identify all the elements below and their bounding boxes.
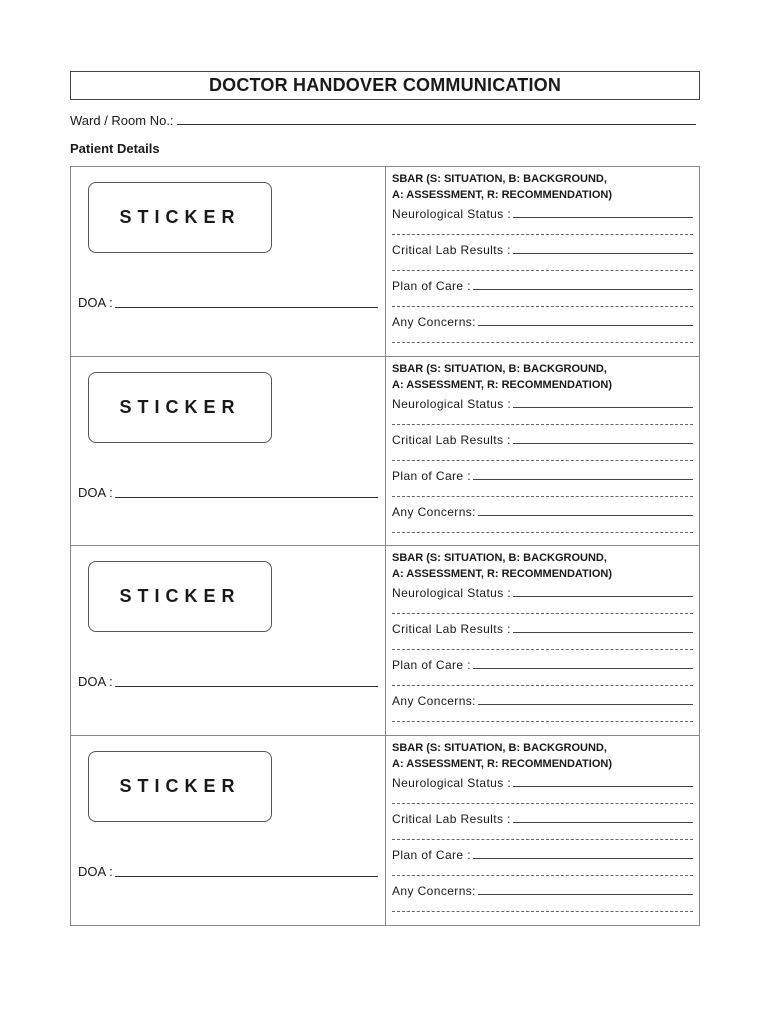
- sbar-heading-line1: SBAR (S: SITUATION, B: BACKGROUND,: [392, 362, 607, 375]
- patient-identity-cell: [71, 736, 386, 926]
- field-line[interactable]: [473, 289, 693, 290]
- dashed-line: [392, 460, 693, 461]
- sticker-box: STICKER: [88, 751, 272, 822]
- patient-details-table: [70, 166, 700, 926]
- patient-row: [71, 736, 699, 926]
- neurological-status-label: Neurological Status :: [392, 207, 512, 221]
- ward-room-line[interactable]: [177, 124, 696, 125]
- dashed-line: [392, 342, 693, 343]
- blank-line[interactable]: [392, 862, 693, 880]
- patient-identity-cell: [71, 167, 386, 356]
- sbar-heading-line1: SBAR (S: SITUATION, B: BACKGROUND,: [392, 741, 607, 754]
- field-line[interactable]: [478, 894, 693, 895]
- any-concerns-field[interactable]: [392, 880, 693, 898]
- dashed-line: [392, 911, 693, 912]
- ward-room-label: Ward / Room No.:: [70, 113, 174, 128]
- blank-line[interactable]: [392, 411, 693, 429]
- blank-line[interactable]: [392, 447, 693, 465]
- doa-line[interactable]: [115, 686, 378, 687]
- blank-line[interactable]: [392, 708, 693, 726]
- sticker-box: STICKER: [88, 182, 272, 253]
- ward-room-field[interactable]: [70, 110, 696, 128]
- field-line[interactable]: [478, 325, 693, 326]
- neurological-status-field[interactable]: [392, 582, 693, 600]
- sbar-cell: [386, 736, 699, 926]
- plan-of-care-field[interactable]: [392, 465, 693, 483]
- doa-label: DOA :: [78, 863, 113, 879]
- any-concerns-field[interactable]: [392, 311, 693, 329]
- dashed-line: [392, 234, 693, 235]
- critical-lab-results-field[interactable]: [392, 429, 693, 447]
- blank-line[interactable]: [392, 329, 693, 347]
- dashed-line: [392, 424, 693, 425]
- neurological-status-label: Neurological Status :: [392, 396, 512, 411]
- doa-line[interactable]: [115, 497, 378, 498]
- plan-of-care-label: Plan of Care :: [392, 658, 471, 672]
- neurological-status-field[interactable]: [392, 772, 693, 790]
- doa-line[interactable]: [115, 307, 378, 308]
- sbar-heading-line2: A: ASSESSMENT, R: RECOMMENDATION): [392, 378, 612, 391]
- field-line[interactable]: [473, 668, 693, 669]
- neurological-status-label: Neurological Status :: [392, 586, 512, 600]
- sbar-heading-line2: A: ASSESSMENT, R: RECOMMENDATION): [392, 189, 612, 201]
- doa-label: DOA :: [78, 674, 113, 689]
- sticker-box: STICKER: [88, 561, 272, 632]
- dashed-line: [392, 875, 693, 876]
- blank-line[interactable]: [392, 519, 693, 537]
- field-line[interactable]: [473, 858, 693, 859]
- critical-lab-results-field[interactable]: [392, 239, 693, 257]
- field-line[interactable]: [513, 443, 693, 444]
- blank-line[interactable]: [392, 898, 693, 916]
- blank-line[interactable]: [392, 293, 693, 311]
- any-concerns-field[interactable]: [392, 501, 693, 519]
- dashed-line: [392, 496, 693, 497]
- field-line[interactable]: [513, 217, 693, 218]
- plan-of-care-label: Plan of Care :: [392, 847, 471, 862]
- patient-details-heading: Patient Details: [70, 141, 160, 156]
- neurological-status-field[interactable]: [392, 393, 693, 411]
- neurological-status-label: Neurological Status :: [392, 775, 512, 790]
- sbar-heading-line1: SBAR (S: SITUATION, B: BACKGROUND,: [392, 552, 607, 564]
- patient-row: [71, 357, 699, 547]
- blank-line[interactable]: [392, 790, 693, 808]
- doa-field[interactable]: [78, 673, 378, 689]
- doa-line[interactable]: [115, 876, 378, 877]
- field-line[interactable]: [513, 822, 693, 823]
- doa-label: DOA :: [78, 295, 113, 310]
- blank-line[interactable]: [392, 600, 693, 618]
- dashed-line: [392, 839, 693, 840]
- plan-of-care-field[interactable]: [392, 654, 693, 672]
- critical-lab-results-label: Critical Lab Results :: [392, 622, 511, 636]
- blank-line[interactable]: [392, 483, 693, 501]
- sbar-heading-line2: A: ASSESSMENT, R: RECOMMENDATION): [392, 757, 612, 770]
- field-line[interactable]: [513, 253, 693, 254]
- form-title: DOCTOR HANDOVER COMMUNICATION: [70, 71, 700, 100]
- patient-identity-cell: [71, 546, 386, 735]
- any-concerns-label: Any Concerns:: [392, 883, 476, 898]
- any-concerns-field[interactable]: [392, 690, 693, 708]
- patient-row: [71, 546, 699, 736]
- plan-of-care-field[interactable]: [392, 844, 693, 862]
- any-concerns-label: Any Concerns:: [392, 315, 476, 329]
- dashed-line: [392, 649, 693, 650]
- dashed-line: [392, 613, 693, 614]
- blank-line[interactable]: [392, 221, 693, 239]
- plan-of-care-label: Plan of Care :: [392, 468, 471, 483]
- sbar-cell: [386, 357, 699, 546]
- sticker-box: STICKER: [88, 372, 272, 443]
- critical-lab-results-label: Critical Lab Results :: [392, 811, 511, 826]
- field-line[interactable]: [513, 632, 693, 633]
- sbar-heading-line2: A: ASSESSMENT, R: RECOMMENDATION): [392, 568, 612, 580]
- dashed-line: [392, 270, 693, 271]
- sbar-cell: [386, 167, 699, 356]
- doa-field[interactable]: [78, 484, 378, 500]
- sbar-cell: [386, 546, 699, 735]
- doa-label: DOA :: [78, 484, 113, 500]
- blank-line[interactable]: [392, 636, 693, 654]
- critical-lab-results-field[interactable]: [392, 618, 693, 636]
- blank-line[interactable]: [392, 257, 693, 275]
- critical-lab-results-field[interactable]: [392, 808, 693, 826]
- critical-lab-results-label: Critical Lab Results :: [392, 243, 511, 257]
- doa-field[interactable]: [78, 294, 378, 310]
- doa-field[interactable]: [78, 863, 378, 879]
- plan-of-care-label: Plan of Care :: [392, 279, 471, 293]
- field-line[interactable]: [478, 704, 693, 705]
- field-line[interactable]: [473, 479, 693, 480]
- blank-line[interactable]: [392, 826, 693, 844]
- sbar-heading-line1: SBAR (S: SITUATION, B: BACKGROUND,: [392, 173, 607, 185]
- critical-lab-results-label: Critical Lab Results :: [392, 432, 511, 447]
- dashed-line: [392, 685, 693, 686]
- dashed-line: [392, 532, 693, 533]
- field-line[interactable]: [513, 596, 693, 597]
- dashed-line: [392, 721, 693, 722]
- any-concerns-label: Any Concerns:: [392, 504, 476, 519]
- field-line[interactable]: [478, 515, 693, 516]
- blank-line[interactable]: [392, 672, 693, 690]
- field-line[interactable]: [513, 407, 693, 408]
- plan-of-care-field[interactable]: [392, 275, 693, 293]
- any-concerns-label: Any Concerns:: [392, 694, 476, 708]
- dashed-line: [392, 803, 693, 804]
- neurological-status-field[interactable]: [392, 203, 693, 221]
- patient-row: [71, 167, 699, 357]
- field-line[interactable]: [513, 786, 693, 787]
- patient-identity-cell: [71, 357, 386, 546]
- dashed-line: [392, 306, 693, 307]
